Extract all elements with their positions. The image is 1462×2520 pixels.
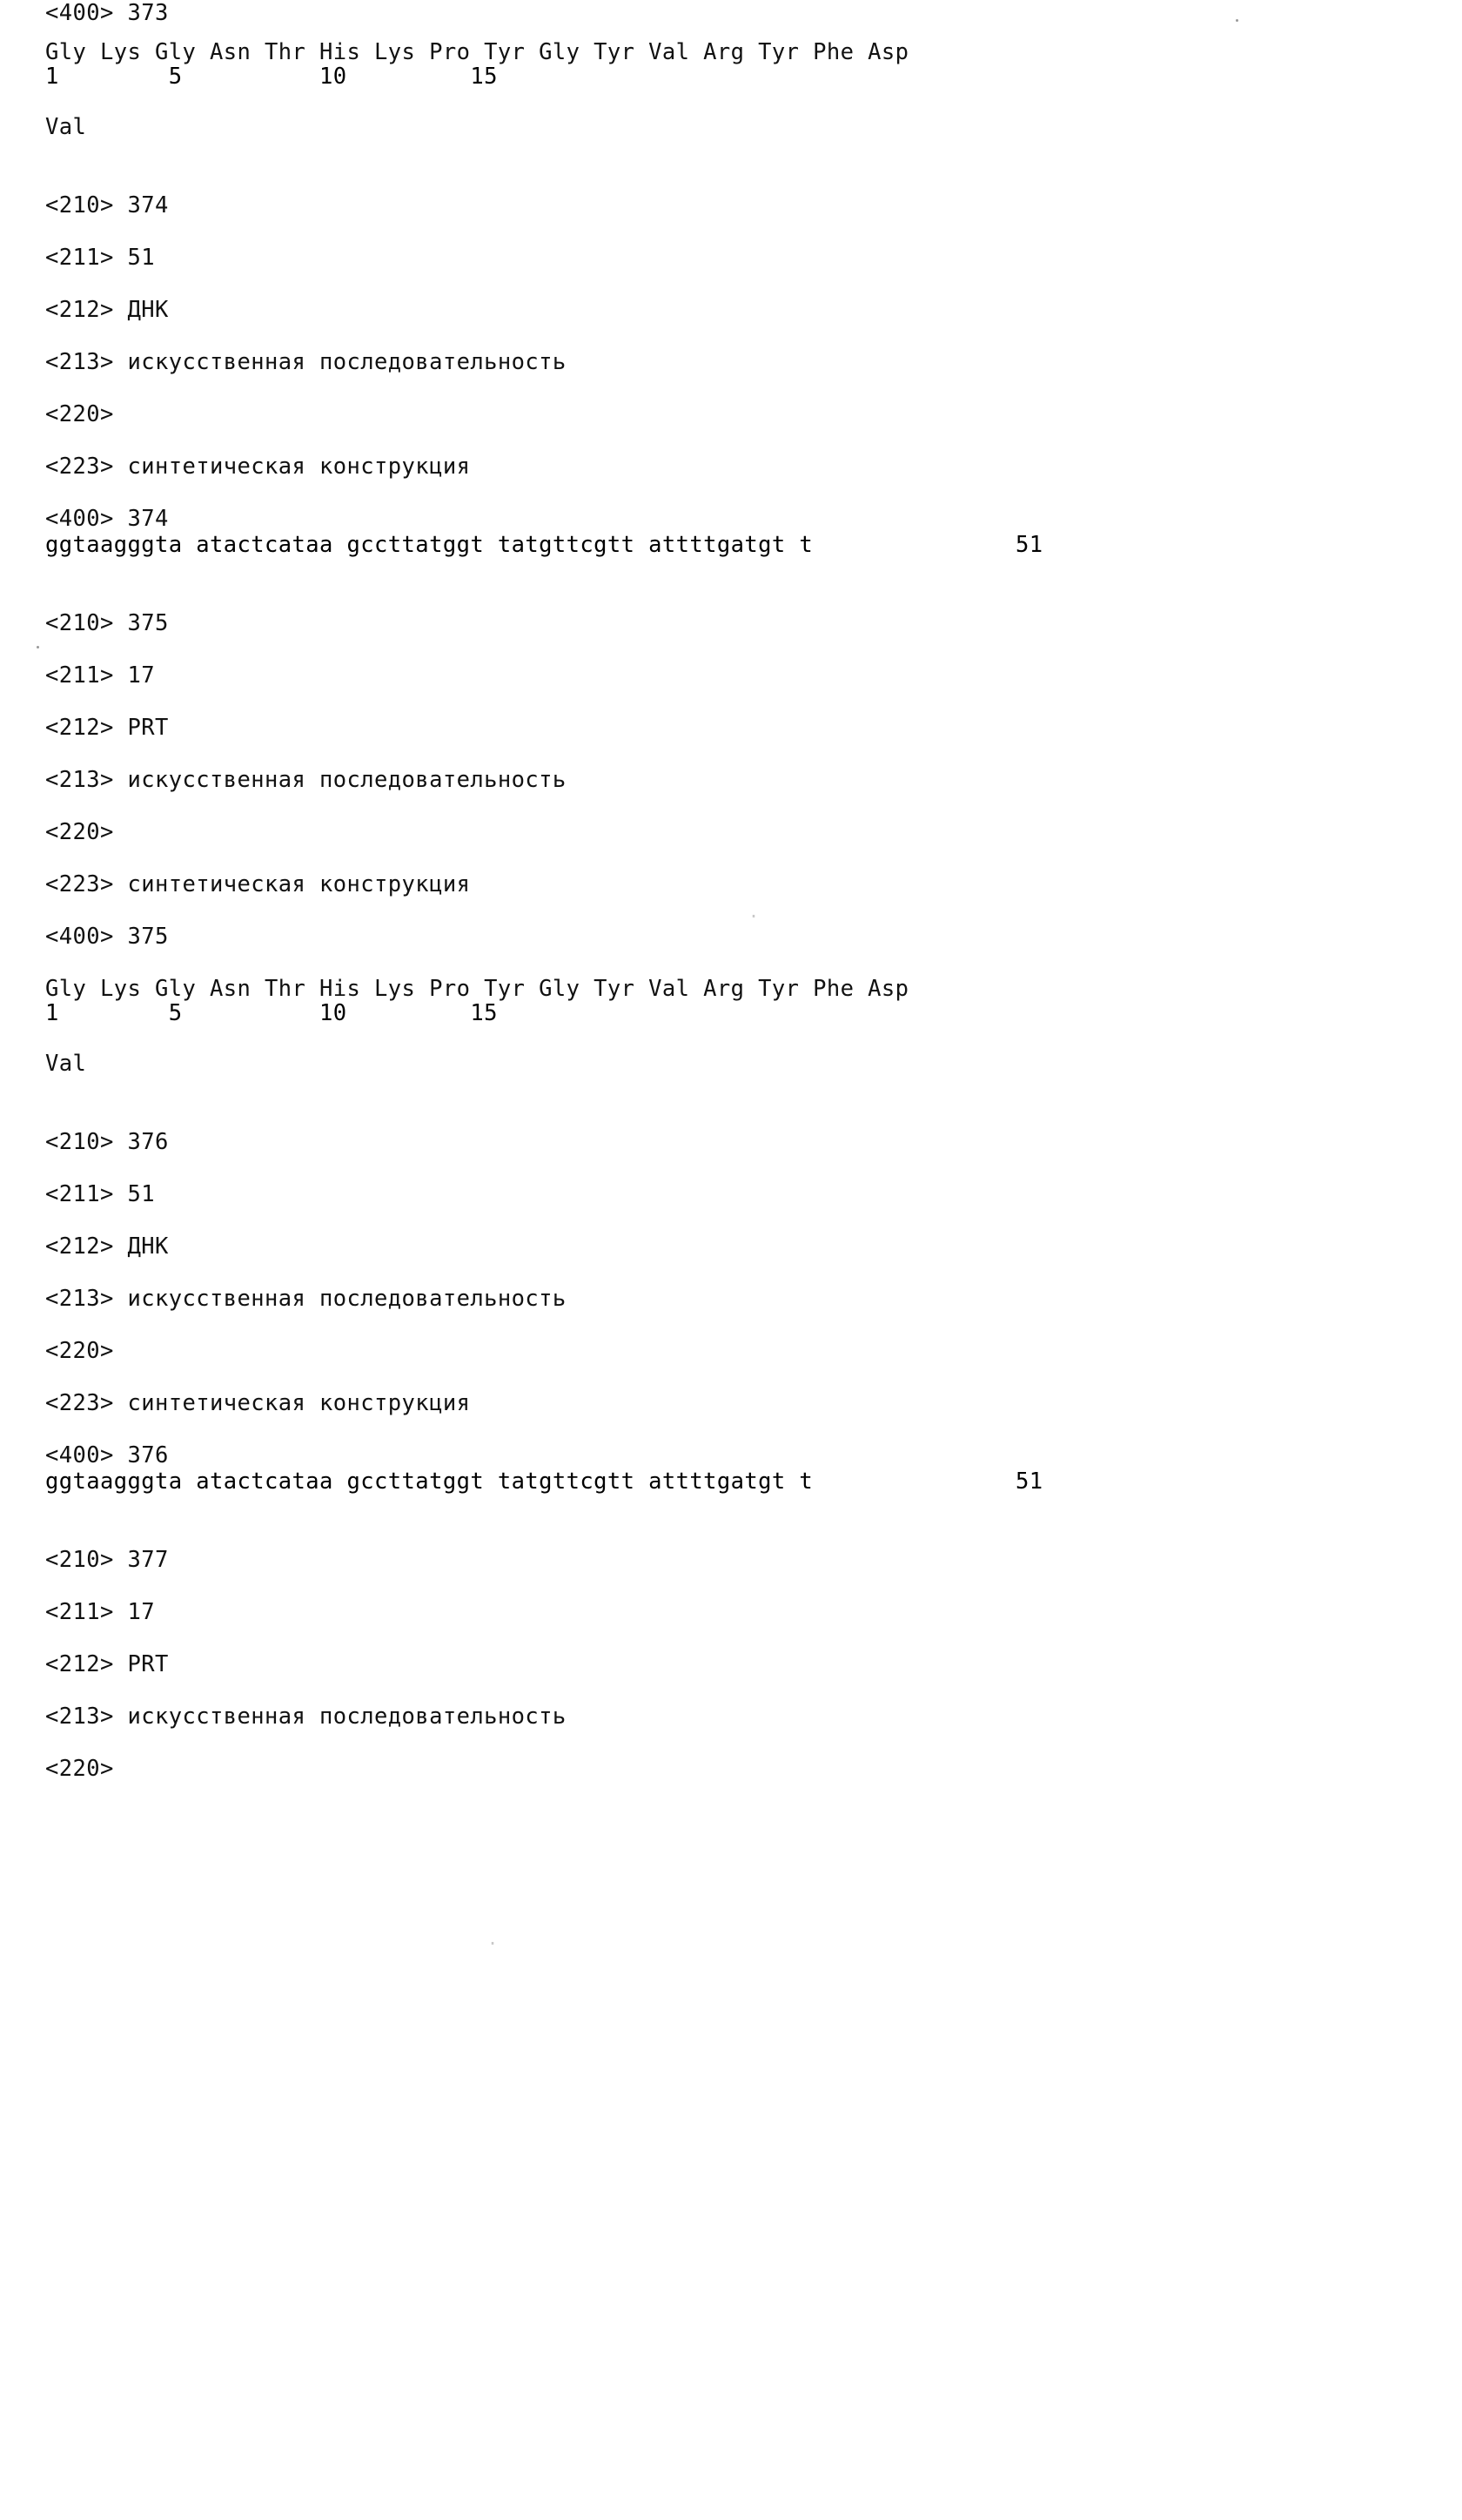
residue-row: Gly Lys Gly Asn Thr His Lys Pro Tyr Gly Tyr Val Arg Tyr Phe Asp xyxy=(45,39,909,65)
text-line: <400> 376 xyxy=(45,1442,169,1468)
text-line: <223> синтетическая конструкция xyxy=(45,454,471,480)
text-line: Val xyxy=(45,114,87,140)
blank-line xyxy=(45,1677,1420,1704)
blank-line xyxy=(45,1416,1420,1442)
text-line: <212> ДНК xyxy=(45,1233,169,1260)
text-line: <211> 51 xyxy=(45,1181,156,1207)
amino-acid-sequence-block xyxy=(45,39,1420,88)
text-line: <212> ДНК xyxy=(45,297,169,323)
text-line: <213> искусственная последовательность xyxy=(45,767,567,793)
text-line: <220> xyxy=(45,819,114,845)
text-line: <211> 51 xyxy=(45,245,156,271)
text-line: <223> синтетическая конструкция xyxy=(45,1390,471,1416)
nucleotide-sequence-text: ggtaagggta atactcataa gccttatggt tatgttcgtt attttgatgt t xyxy=(45,1468,814,1495)
text-line: <210> 375 xyxy=(45,610,169,636)
blank-line xyxy=(45,1495,1420,1521)
blank-line xyxy=(45,1025,1420,1051)
blank-line xyxy=(45,218,1420,245)
text-line: <211> 17 xyxy=(45,1599,156,1625)
text-line: <210> 377 xyxy=(45,1547,169,1573)
blank-line xyxy=(45,1260,1420,1286)
residue-row: Gly Lys Gly Asn Thr His Lys Pro Tyr Gly Tyr Val Arg Tyr Phe Asp xyxy=(45,976,909,1002)
text-line: <400> 375 xyxy=(45,924,169,950)
blank-line xyxy=(45,271,1420,297)
blank-line xyxy=(45,897,1420,924)
scan-artifact-dot xyxy=(37,646,39,648)
blank-line xyxy=(45,1103,1420,1129)
scan-artifact-mark: . xyxy=(487,1928,499,1949)
residue-number-row: 1 5 10 15 xyxy=(45,64,498,90)
blank-line xyxy=(45,845,1420,871)
text-line: <220> xyxy=(45,1756,114,1782)
blank-line xyxy=(45,480,1420,506)
text-line: <213> искусственная последовательность xyxy=(45,1704,567,1730)
text-line: Val xyxy=(45,1051,87,1077)
blank-line xyxy=(45,140,1420,166)
blank-line xyxy=(45,636,1420,662)
text-line: <210> 376 xyxy=(45,1129,169,1155)
blank-line xyxy=(45,1312,1420,1338)
text-line: <212> PRT xyxy=(45,1651,169,1677)
blank-line xyxy=(45,1521,1420,1547)
nucleotide-sequence-row xyxy=(45,1468,1420,1495)
blank-line xyxy=(45,375,1420,401)
sequence-listing-body xyxy=(45,0,1420,1782)
text-line: <213> искусственная последовательность xyxy=(45,349,567,375)
nucleotide-count: 51 xyxy=(1016,532,1043,558)
blank-line xyxy=(45,1625,1420,1651)
blank-line xyxy=(45,1077,1420,1103)
text-line: <213> искусственная последовательность xyxy=(45,1286,567,1312)
text-line: <211> 17 xyxy=(45,662,156,689)
blank-line xyxy=(45,950,1420,976)
nucleotide-count: 51 xyxy=(1016,1468,1043,1495)
blank-line xyxy=(45,1155,1420,1181)
blank-line xyxy=(45,166,1420,192)
text-line: <220> xyxy=(45,1338,114,1364)
text-line: <210> 374 xyxy=(45,192,169,218)
blank-line xyxy=(45,1730,1420,1756)
text-line: <400> 373 xyxy=(45,0,169,26)
text-line: <400> 374 xyxy=(45,506,169,532)
blank-line xyxy=(45,558,1420,584)
blank-line xyxy=(45,741,1420,767)
residue-number-row: 1 5 10 15 xyxy=(45,1000,498,1026)
blank-line xyxy=(45,1364,1420,1390)
blank-line xyxy=(45,1207,1420,1233)
blank-line xyxy=(45,1573,1420,1599)
blank-line xyxy=(45,427,1420,454)
blank-line xyxy=(45,26,1420,39)
scan-artifact-mark: . xyxy=(748,901,760,922)
blank-line xyxy=(45,323,1420,349)
nucleotide-sequence-row xyxy=(45,532,1420,558)
blank-line xyxy=(45,88,1420,114)
text-line: <212> PRT xyxy=(45,715,169,741)
blank-line xyxy=(45,584,1420,610)
blank-line xyxy=(45,793,1420,819)
nucleotide-sequence-text: ggtaagggta atactcataa gccttatggt tatgttcgtt attttgatgt t xyxy=(45,532,814,558)
text-line: <220> xyxy=(45,401,114,427)
amino-acid-sequence-block xyxy=(45,976,1420,1025)
text-line: <223> синтетическая конструкция xyxy=(45,871,471,897)
blank-line xyxy=(45,689,1420,715)
